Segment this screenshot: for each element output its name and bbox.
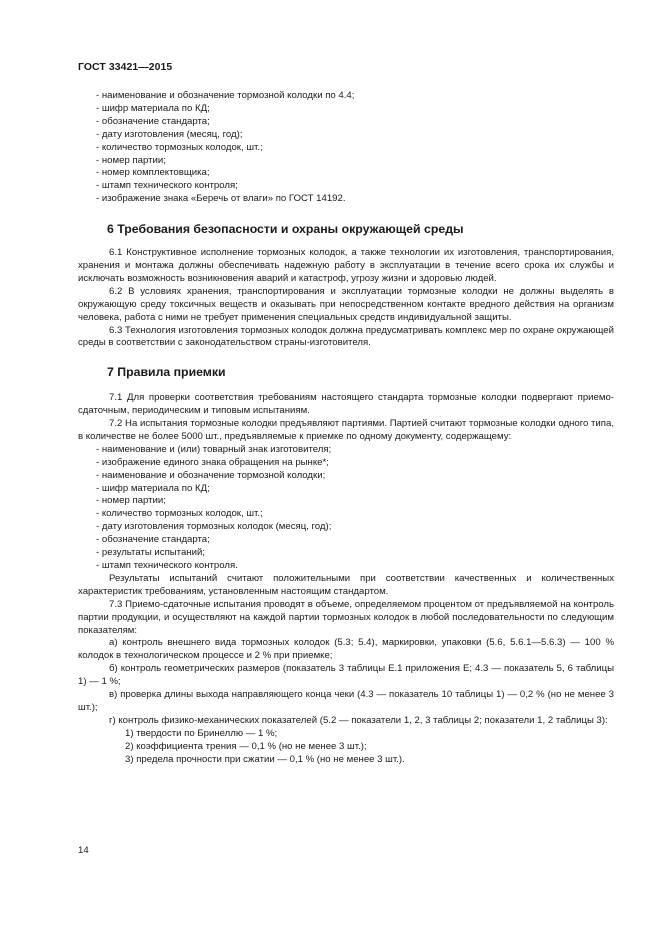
batch-document-list xyxy=(78,444,614,573)
list-item: - номер партии; xyxy=(96,495,166,507)
list-item: - штамп технического контроля. xyxy=(96,560,238,571)
list-item: - номер комплектовщика; xyxy=(96,167,210,179)
list-item: - обозначение стандарта; xyxy=(96,534,210,546)
page-number: 14 xyxy=(78,845,89,856)
list-item: - наименование и обозначение тормозной колодки; xyxy=(96,469,326,481)
list-item: - количество тормозных колодок, шт.; xyxy=(96,508,263,520)
section-7-heading: 7 Правила приемки xyxy=(107,365,226,380)
list-item: - наименование и обозначение тормозной колодки по 4.4; xyxy=(96,90,355,101)
item-d: г) контроль физико-механических показателей (5.2 — показатели 1, 2, 3 таблицы 2; показатели 1, 2 таблицы 3): xyxy=(109,714,608,726)
subitem-3: 3) предела прочности при сжатии — 0,1 % (но не менее 3 шт.). xyxy=(125,753,405,765)
list-item: - номер партии; xyxy=(96,154,166,166)
paragraph-7-3: 7.3 Приемо-сдаточные испытания проводят в объеме, определяемом процентом от предъявляемой на контроль партии продукции, и осуществляют на каждой партии тормозных колодок в любой последовательности по следующим показателям: xyxy=(78,598,614,636)
list-item: - шифр материала по КД; xyxy=(96,482,210,494)
paragraph-results: Результаты испытаний считают положительными при соответствии качественных и количественных характеристик требованиям, установленным настоящим стандартом. xyxy=(78,572,614,597)
list-item: - изображение знака «Беречь от влаги» по ГОСТ 14192. xyxy=(96,193,346,205)
list-item: - результаты испытаний; xyxy=(96,547,205,559)
item-b: б) контроль геометрических размеров (показатель 3 таблицы Е.1 приложения Е; 4.3 — показатель 5, 6 таблицы 1) — 1 %; xyxy=(78,663,614,688)
list-item: - наименование и (или) товарный знак изготовителя; xyxy=(96,443,332,455)
list-item: - дату изготовления тормозных колодок (месяц, год); xyxy=(96,521,332,533)
standard-header: ГОСТ 33421—2015 xyxy=(78,62,173,73)
list-item: - количество тормозных колодок, шт.; xyxy=(96,141,263,153)
item-a: а) контроль внешнего вида тормозных колодок (5.3; 5.4), маркировки, упаковки (5.6, 5.6.1—5.6.3) — 100 % колодок в технологическом процессе и 2 % при приемке; xyxy=(78,637,614,662)
list-item: - дату изготовления (месяц, год); xyxy=(96,128,243,140)
paragraph-7-1: 7.1 Для проверки соответствия требованиям настоящего стандарта тормозные колодки подвергают приемо-сдаточным, периодическим и типовым испытаниям. xyxy=(78,392,614,417)
list-item: - изображение единого знака обращения на рынке*; xyxy=(96,456,329,468)
page-content xyxy=(78,90,614,767)
marking-list xyxy=(78,90,614,206)
paragraph-7-2: 7.2 На испытания тормозные колодки предъявляют партиями. Партией считают тормозные колодки одного типа, в количестве не более 5000 шт., предъявляемые к приемке по одному документу, содержащему: xyxy=(78,418,614,442)
section-6-heading: 6 Требования безопасности и охраны окружающей среды xyxy=(107,222,464,237)
paragraph-6-2: 6.2 В условиях хранения, транспортирования и эксплуатации тормозные колодки не должны выделять в окружающую среду токсичных веществ и оказывать при непосредственном контакте вредного действия на организм человека, работа с ними не требует применения специальных средств индивидуальной защиты. xyxy=(78,285,614,323)
item-c: в) проверка длины выхода направляющего конца чеки (4.3 — показатель 10 таблицы 1) — 0,2 % (но не менее 3 шт.); xyxy=(78,689,614,713)
paragraph-6-1: 6.1 Конструктивное исполнение тормозных колодок, а также технологии их изготовления, транспортирования, хранения и монтажа должны обеспечивать надежную работу в эксплуатации в течение всего срока их службы и исключать возможность возникновения аварий и катастроф, угрозу жизни и здоровью людей. xyxy=(78,247,614,284)
subitem-2: 2) коэффициента трения — 0,1 % (но не менее 3 шт.); xyxy=(125,740,367,752)
list-item: - штамп технического контроля; xyxy=(96,180,238,192)
list-item: - шифр материала по КД; xyxy=(96,102,210,114)
subitem-1: 1) твердости по Бринеллю — 1 %; xyxy=(125,727,278,739)
list-item: - обозначение стандарта; xyxy=(96,115,210,127)
paragraph-6-3: 6.3 Технология изготовления тормозных колодок должна предусматривать комплекс мер по охране окружающей среды в соответствии с законодательством страны-изготовителя. xyxy=(78,324,614,349)
